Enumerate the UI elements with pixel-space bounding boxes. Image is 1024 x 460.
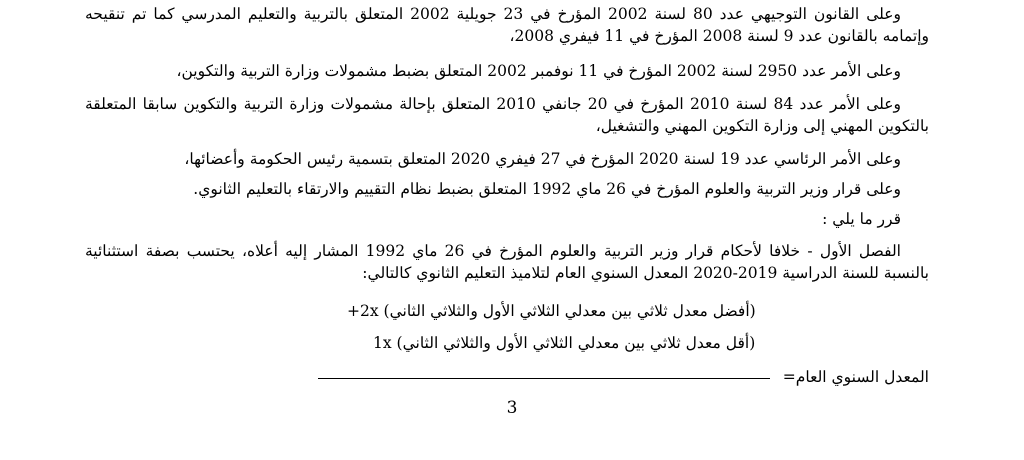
- article-one-text: الفصل الأول - خلافا لأحكام قرار وزير التربية والعلوم المؤرخ في 26 ماي 1992 المشار إليه أعلاه، يحتسب بصفة استثنائية بالنسبة للسنة الدراسية 2019-2020 المعدل السنوي العام لتلاميذ التعليم الثانوي كالتالي:: [85, 242, 929, 282]
- paragraph-law-80: [85, 3, 929, 47]
- paragraph-decision-1992: [85, 178, 929, 200]
- page-number: 3: [506, 398, 518, 418]
- paragraph-order-84-text: وعلى الأمر عدد 84 لسنة 2010 المؤرخ في 20 جانفي 2010 المتعلق بإحالة مشمولات وزارة التربية والتكوين سابقا المتعلقة بالتكوين المهني إلى وزارة التكوين المهني والتشغيل،: [85, 95, 929, 135]
- paragraph-order-84: [85, 93, 929, 137]
- paragraph-order-2950: [85, 60, 929, 82]
- decided-heading-text: قرر ما يلي :: [822, 210, 901, 228]
- annual-average-label-text: المعدل السنوي العام=: [782, 368, 929, 386]
- paragraph-order-2950-text: وعلى الأمر عدد 2950 لسنة 2002 المؤرخ في 11 نوفمبر 2002 المتعلق بضبط مشمولات وزارة التربية والتكوين،: [176, 62, 901, 80]
- paragraph-decree-19-text: وعلى الأمر الرئاسي عدد 19 لسنة 2020 المؤرخ في 27 فيفري 2020 المتعلق بتسمية رئيس الحكومة وأعضائها،: [184, 150, 901, 168]
- paragraph-decree-19: [85, 148, 929, 170]
- paragraph-law-80-text: وعلى القانون التوجيهي عدد 80 لسنة 2002 المؤرخ في 23 جويلية 2002 المتعلق بالتربية والتعليم المدرسي كما تم تنقيحه وإتمامه بالقانون عدد 9 لسنة 2008 المؤرخ في 11 فيفري 2008،: [85, 5, 929, 45]
- annual-average-label: [85, 366, 929, 388]
- formula-best-text: (أفضل معدل ثلاثي بين معدلي الثلاثي الأول والثلاثي الثاني) 2x+: [347, 302, 756, 320]
- formula-least-text: (أقل معدل ثلاثي بين معدلي الثلاثي الأول والثلاثي الثاني) 1x: [373, 334, 756, 352]
- formula-best-average: [347, 302, 756, 320]
- decided-heading: [85, 208, 929, 230]
- article-one: [85, 240, 929, 284]
- paragraph-decision-1992-text: وعلى قرار وزير التربية والعلوم المؤرخ في 26 ماي 1992 المتعلق بضبط نظام التقييم والارتقاء بالتعليم الثانوي.: [193, 180, 901, 198]
- formula-least-average: [373, 334, 755, 352]
- fraction-line: [318, 378, 770, 379]
